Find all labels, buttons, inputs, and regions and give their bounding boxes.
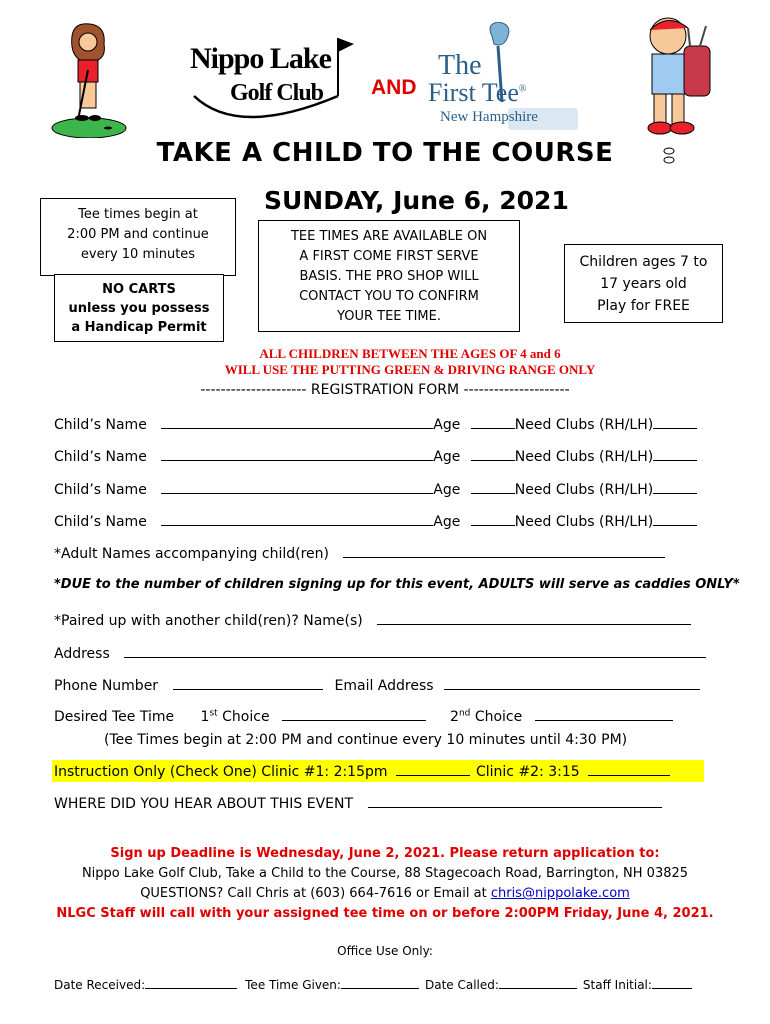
tee-time-row [54,708,673,725]
staff-initial-label: Staff Initial: [582,978,652,992]
phone-label: Phone Number [54,678,159,694]
contact-email-link[interactable]: chris@nippolake.com [490,886,630,901]
need-clubs-field[interactable] [653,513,697,526]
no-carts-box [54,274,224,342]
date-received-field[interactable] [145,976,237,989]
staff-note: NLGC Staff will call with your assigned tee time on or before 2:00PM Friday, June 4, 2021. [56,906,714,921]
child-name-label: Child’s Name [54,449,147,465]
girl-golfer-illustration [50,22,128,138]
first-come-line: A FIRST COME FIRST SERVE [299,249,479,264]
first-come-line: CONTACT YOU TO CONFIRM [299,289,479,304]
boy-golfer-illustration [630,12,726,140]
registration-heading [0,382,770,398]
age-label: Age [433,482,461,498]
logo-first-tee-text: First Tee® [428,78,527,107]
adult-names-label: *Adult Names accompanying child(ren) [54,546,329,562]
need-clubs-label: Need Clubs (RH/LH) [514,449,654,465]
adult-names-field[interactable] [343,545,665,558]
age-field[interactable] [471,481,515,494]
address-row [54,645,706,662]
and-label: AND [371,76,417,99]
office-use-title: Office Use Only: [337,944,433,958]
age-notice-line2: WILL USE THE PUTTING GREEN & DRIVING RANGE ONLY [224,362,596,377]
instruction-row [54,763,670,780]
need-clubs-field[interactable] [653,416,697,429]
children-free-box [564,244,723,323]
child-row [54,481,697,498]
staff-initial-field[interactable] [652,976,692,989]
email-field[interactable] [444,677,700,690]
child-name-field[interactable] [161,513,433,526]
logo-golf-club-text: Golf Club [230,80,324,106]
need-clubs-label: Need Clubs (RH/LH) [514,514,654,530]
children-line: 17 years old [600,276,687,292]
child-name-label: Child’s Name [54,482,147,498]
due-note: *DUE to the number of children signing up for this event, ADULTS will serve as caddies ONLY* [54,577,740,592]
child-row [54,416,697,433]
first-come-line: YOUR TEE TIME. [337,309,441,324]
first-choice-label: 1st Choice [200,708,270,725]
nippo-lake-logo [188,34,368,134]
age-field[interactable] [471,513,515,526]
adult-names-row [54,545,665,562]
age-notice [0,346,770,378]
paired-row [54,612,691,629]
age-label: Age [433,514,461,530]
first-come-line: BASIS. THE PRO SHOP WILL [299,269,479,284]
age-notice-line1: ALL CHILDREN BETWEEN THE AGES OF 4 and 6 [259,346,561,361]
need-clubs-label: Need Clubs (RH/LH) [514,482,654,498]
no-carts-line: unless you possess [68,301,210,316]
no-carts-line: a Handicap Permit [71,320,207,335]
tee-times-box [40,198,236,276]
first-tee-logo [428,22,578,132]
first-come-line: TEE TIMES ARE AVAILABLE ON [290,229,488,244]
event-date: SUNDAY, June 6, 2021 [264,186,569,215]
date-called-label: Date Called: [424,978,499,992]
child-name-field[interactable] [161,481,433,494]
no-carts-line: NO CARTS [102,282,176,297]
tee-times-line: every 10 minutes [80,247,196,262]
questions-line [0,884,770,904]
clinic1-checkbox[interactable] [396,763,470,776]
child-name-field[interactable] [161,448,433,461]
heading-dashes: --------------------- [200,382,307,398]
registration-form-title: REGISTRATION FORM [310,382,460,398]
child-row [54,513,697,530]
deadline-text: Sign up Deadline is Wednesday, June 2, 2021. Please return application to: [110,846,660,861]
first-come-box [258,220,520,332]
paired-label: *Paired up with another child(ren)? Name(s) [54,613,363,629]
tee-time-given-field[interactable] [341,976,419,989]
where-heard-field[interactable] [368,795,662,808]
date-called-field[interactable] [499,976,577,989]
return-address: Nippo Lake Golf Club, Take a Child to the Course, 88 Stagecoach Road, Barrington, NH 03825 [81,866,689,881]
clinic1-label: Instruction Only (Check One) Clinic #1: 2:15pm [54,764,388,780]
tee-times-line: 2:00 PM and continue [67,227,209,242]
flag-icon [188,34,368,134]
page-title: TAKE A CHILD TO THE COURSE [156,138,614,168]
child-name-label: Child’s Name [54,514,147,530]
age-field[interactable] [471,416,515,429]
logo-new-hampshire-text: New Hampshire [440,109,538,125]
need-clubs-field[interactable] [653,448,697,461]
clinic2-label: Clinic #2: 3:15 [475,764,580,780]
need-clubs-field[interactable] [653,481,697,494]
second-choice-field[interactable] [535,708,673,721]
footer [0,844,770,924]
first-choice-field[interactable] [282,708,426,721]
email-label: Email Address [334,678,434,694]
children-line: Play for FREE [597,298,690,314]
contact-row [54,677,700,694]
need-clubs-label: Need Clubs (RH/LH) [514,417,654,433]
age-field[interactable] [471,448,515,461]
child-name-field[interactable] [161,416,433,429]
child-name-label: Child’s Name [54,417,147,433]
office-use-row [54,976,692,992]
tee-times-note: (Tee Times begin at 2:00 PM and continue every 10 minutes until 4:30 PM) [104,732,628,748]
paired-names-field[interactable] [377,612,691,625]
questions-text: QUESTIONS? Call Chris at (603) 664-7616 or Email at [140,886,487,901]
heading-dashes: --------------------- [463,382,570,398]
tee-times-line: Tee times begin at [78,207,198,222]
address-field[interactable] [124,645,706,658]
second-choice-label: 2nd Choice [450,708,523,725]
desired-tee-time-label: Desired Tee Time [54,709,175,725]
clinic2-checkbox[interactable] [588,763,670,776]
children-line: Children ages 7 to [579,254,708,270]
child-row [54,448,697,465]
logo-nippo-lake-text: Nippo Lake [190,42,331,75]
phone-field[interactable] [173,677,323,690]
logo-the-text: The [438,50,482,81]
date-received-label: Date Received: [54,978,146,992]
age-label: Age [433,417,461,433]
address-label: Address [54,646,110,662]
tee-time-given-label: Tee Time Given: [245,978,341,992]
where-heard-label: WHERE DID YOU HEAR ABOUT THIS EVENT [54,796,354,812]
where-heard-row [54,795,662,812]
age-label: Age [433,449,461,465]
